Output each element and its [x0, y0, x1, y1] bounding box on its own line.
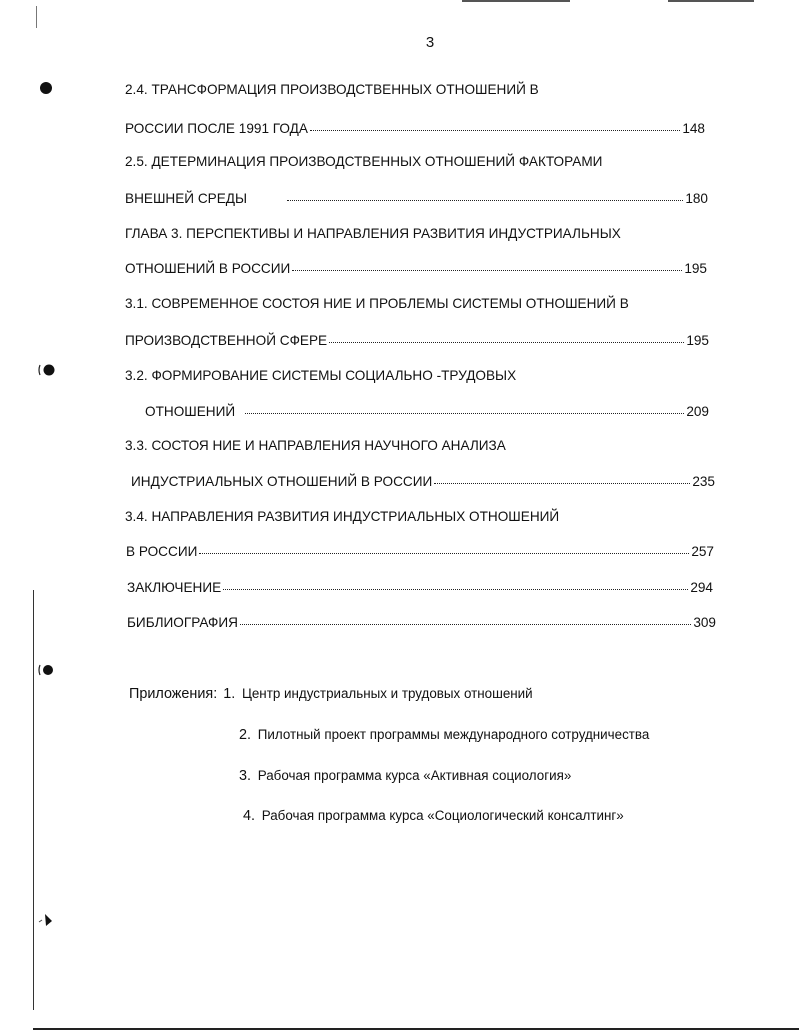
toc-entry-title: ОТНОШЕНИЙ В РОССИИ — [125, 261, 291, 276]
toc-entry — [125, 152, 602, 172]
punch-hole-mark — [38, 662, 58, 678]
toc-entry-title: РОССИИ ПОСЛЕ 1991 ГОДА — [125, 121, 308, 136]
toc-entry — [125, 507, 559, 527]
toc-entry — [126, 541, 714, 561]
toc-entry-title: БИБЛИОГРАФИЯ — [127, 615, 238, 630]
toc-entry — [125, 224, 621, 244]
toc-entry-title: ЗАКЛЮЧЕНИЕ — [127, 580, 222, 595]
toc-entry — [125, 118, 705, 138]
toc-leader-dots — [245, 399, 684, 414]
scan-edge-top — [668, 0, 754, 2]
toc-leader-dots — [329, 328, 684, 343]
scan-edge-bottom — [33, 1028, 799, 1030]
scan-edge-mark — [36, 6, 37, 28]
toc-leader-dots — [310, 116, 680, 131]
toc-entry-title: ИНДУСТРИАЛЬНЫХ ОТНОШЕНИЙ В РОССИИ — [131, 474, 433, 489]
toc-leader-dots — [292, 256, 682, 271]
punch-hole-mark — [38, 80, 54, 96]
toc-entry-page: 180 — [685, 191, 708, 206]
toc-entry — [125, 436, 506, 456]
punch-hole-mark — [36, 912, 56, 930]
toc-entry-title: 2.5. ДЕТЕРМИНАЦИЯ ПРОИЗВОДСТВЕННЫХ ОТНОШЕНИЙ ФАКТОРАМИ — [125, 154, 603, 169]
toc-entry — [125, 188, 708, 208]
appendix-item-number: 3. — [239, 768, 252, 784]
toc-entry — [127, 577, 713, 597]
punch-hole-mark — [38, 362, 58, 378]
toc-entry-title: В РОССИИ — [126, 544, 198, 559]
toc-entry-page: 195 — [686, 333, 709, 348]
toc-leader-dots — [434, 469, 690, 484]
appendix-item — [239, 768, 571, 784]
toc-entry-title: ВНЕШНЕЙ СРЕДЫ — [125, 191, 248, 206]
appendix-item-number: 2. — [239, 727, 252, 743]
toc-entry-title: ОТНОШЕНИЙ — [145, 404, 236, 419]
toc-entry-page: 257 — [691, 544, 714, 559]
appendix-item-number: 1. — [223, 686, 236, 702]
toc-entry-page: 235 — [692, 474, 715, 489]
toc-leader-dots — [223, 575, 688, 590]
toc-entry — [125, 80, 539, 100]
toc-entry-title: 2.4. ТРАНСФОРМАЦИЯ ПРОИЗВОДСТВЕННЫХ ОТНОШЕНИЙ В — [125, 82, 539, 97]
toc-entry — [127, 612, 716, 632]
toc-leader-dots — [287, 186, 683, 201]
toc-entry — [125, 258, 707, 278]
scan-edge-top — [462, 0, 570, 2]
toc-entry-page: 294 — [690, 580, 713, 595]
toc-entry-page: 309 — [693, 615, 716, 630]
appendix-item — [223, 686, 532, 701]
toc-entry-page: 148 — [682, 121, 705, 136]
scan-edge-left — [33, 590, 34, 1010]
appendix-item-text: Пилотный проект программы международного сотрудничества — [257, 727, 650, 742]
appendix-heading — [129, 686, 533, 702]
toc-leader-dots — [199, 539, 689, 554]
toc-entry-title: 3.3. СОСТОЯ НИЕ И НАПРАВЛЕНИЯ НАУЧНОГО АНАЛИЗА — [125, 438, 506, 453]
appendix-item — [243, 808, 624, 824]
appendix-item — [239, 727, 649, 743]
toc-entry-page: 209 — [686, 404, 709, 419]
appendix-item-text: Центр индустриальных и трудовых отношений — [241, 686, 533, 701]
toc-entry-title: ПРОИЗВОДСТВЕННОЙ СФЕРЕ — [125, 333, 328, 348]
toc-entry-title: 3.1. СОВРЕМЕННОЕ СОСТОЯ НИЕ И ПРОБЛЕМЫ СИСТЕМЫ ОТНОШЕНИЙ В — [125, 296, 629, 311]
appendix-label: Приложения: — [129, 686, 218, 702]
toc-entry — [125, 294, 629, 314]
toc-leader-dots — [240, 610, 691, 625]
appendix-item-number: 4. — [243, 808, 256, 824]
toc-entry — [131, 471, 715, 491]
toc-entry-title: 3.2. ФОРМИРОВАНИЕ СИСТЕМЫ СОЦИАЛЬНО -ТРУДОВЫХ — [125, 368, 517, 383]
appendix-item-text: Рабочая программа курса «Активная социология» — [257, 768, 572, 783]
toc-entry — [125, 366, 516, 386]
toc-entry — [125, 330, 709, 350]
toc-entry — [145, 401, 709, 421]
toc-entry-page: 195 — [684, 261, 707, 276]
page-number: 3 — [425, 34, 435, 51]
appendix-item-text: Рабочая программа курса «Социологический консалтинг» — [261, 808, 624, 823]
toc-entry-title: 3.4. НАПРАВЛЕНИЯ РАЗВИТИЯ ИНДУСТРИАЛЬНЫХ ОТНОШЕНИЙ — [125, 509, 560, 524]
toc-entry-title: ГЛАВА 3. ПЕРСПЕКТИВЫ И НАПРАВЛЕНИЯ РАЗВИТИЯ ИНДУСТРИАЛЬНЫХ — [125, 226, 621, 241]
